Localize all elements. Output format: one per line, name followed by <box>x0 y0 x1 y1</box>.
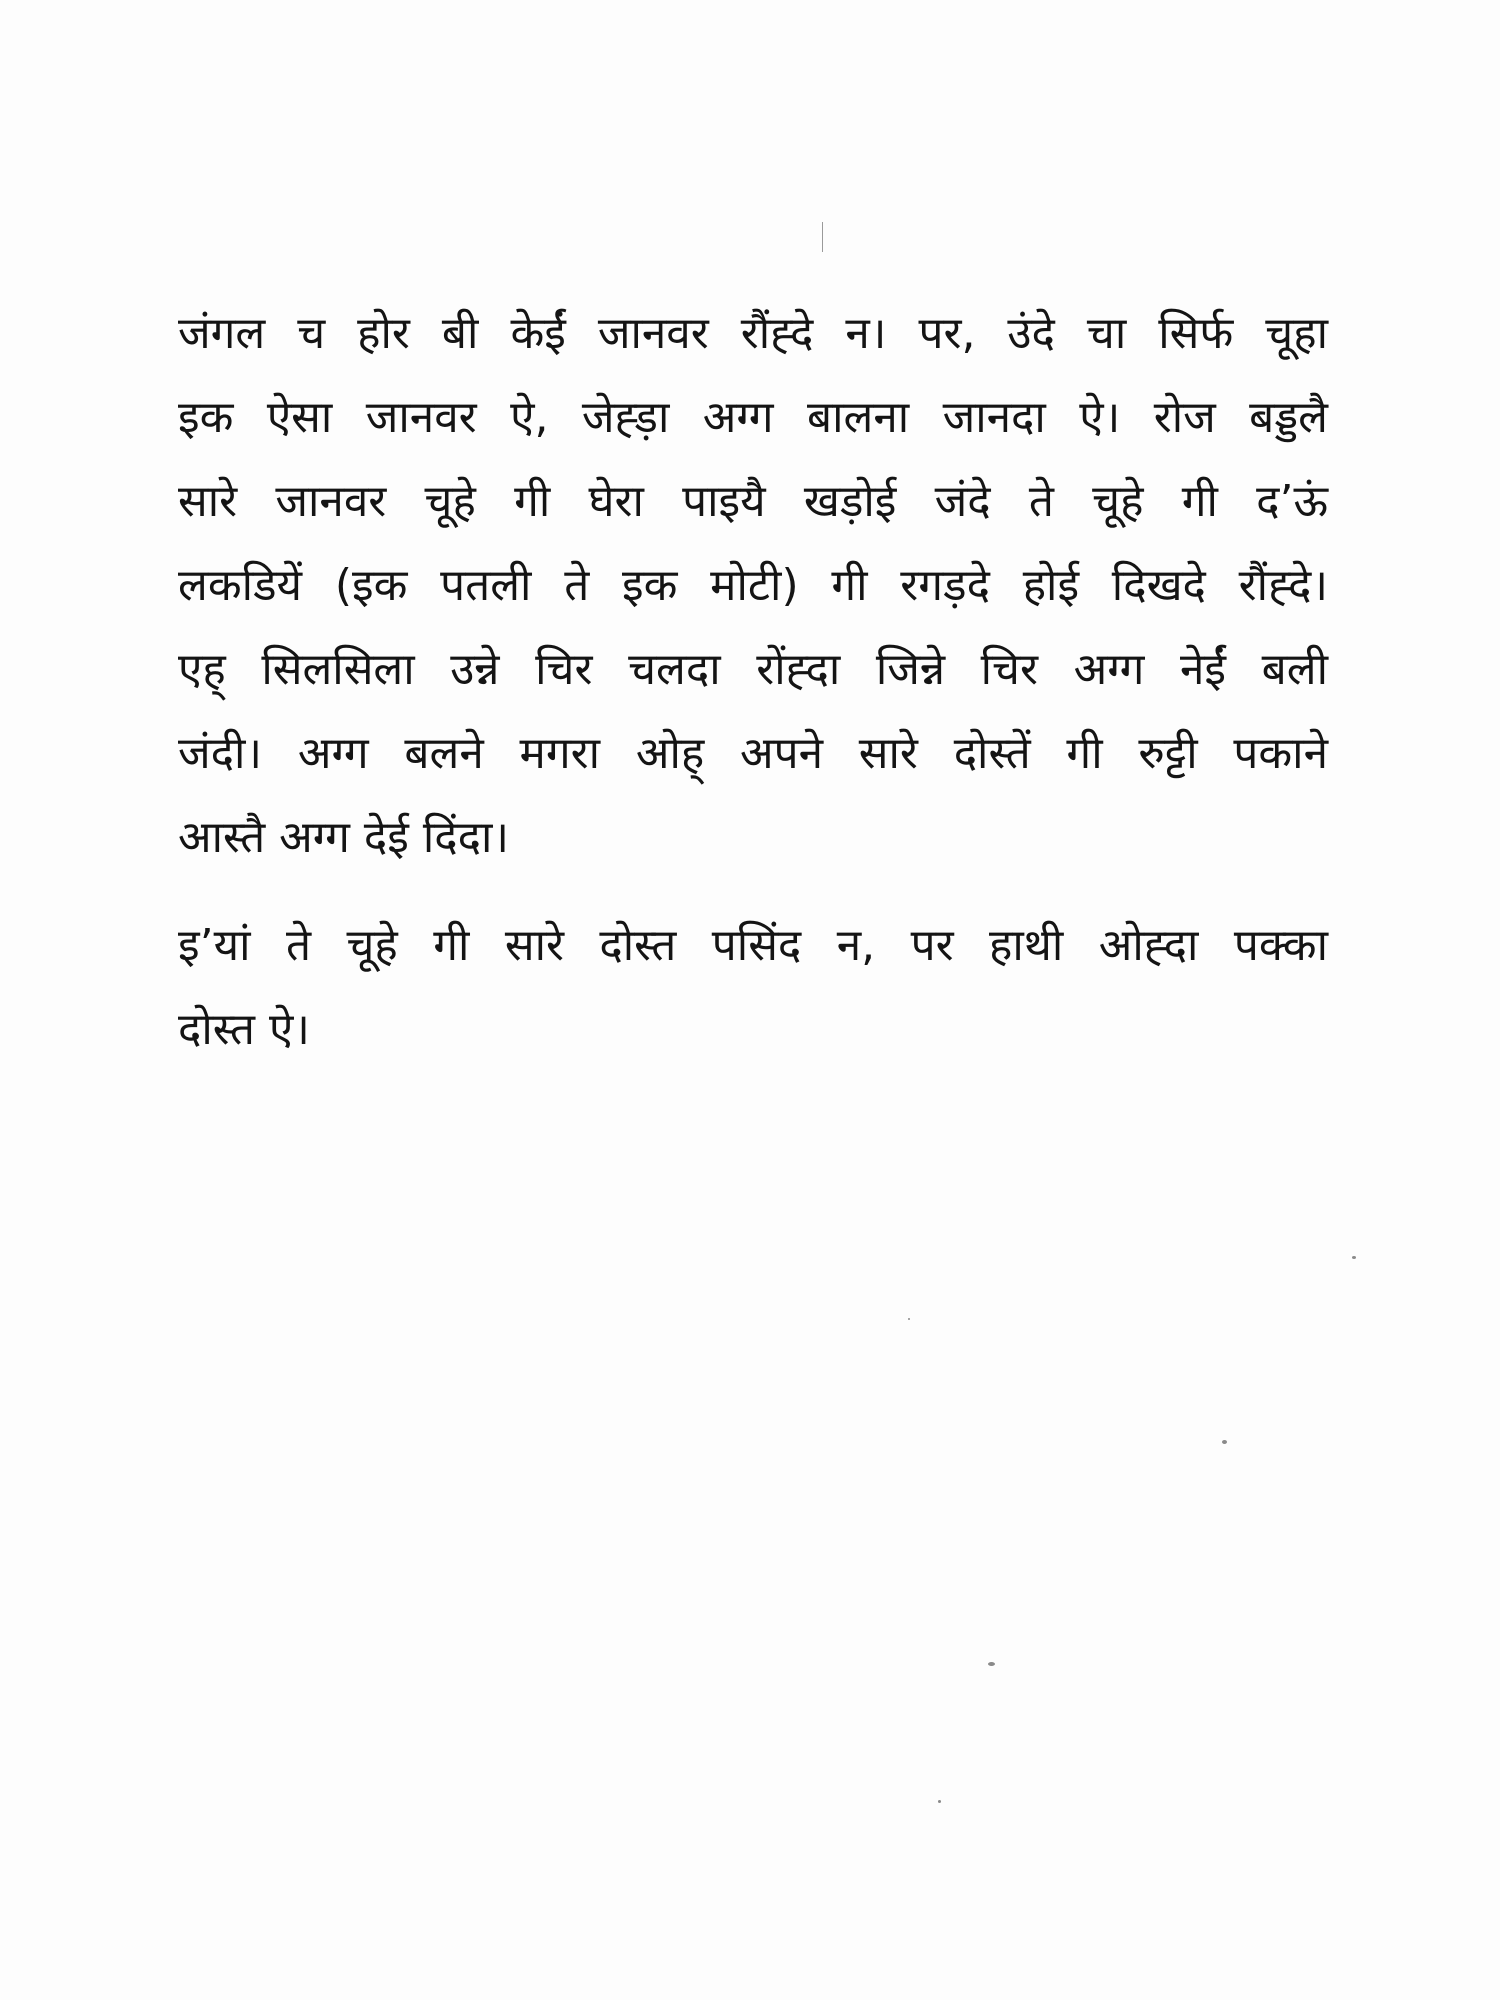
paragraph-1 <box>178 292 1328 880</box>
paragraph-line: आस्तै अग्ग देई दिंदा। <box>178 812 510 863</box>
paragraph-line: सारे जानवर चूहे गी घेरा पाइयै खड़ोई जंदे ते चूहे गी द’ऊं <box>178 476 1328 527</box>
paragraph-2 <box>178 904 1328 1072</box>
paragraph-line: इक ऐसा जानवर ऐ, जेह्ड़ा अग्ग बालना जानदा ऐ। रोज बड्डलै <box>178 392 1328 443</box>
paragraph-line: दोस्त ऐ। <box>178 1004 310 1055</box>
scan-mark <box>822 222 823 252</box>
scan-speck <box>908 1318 910 1320</box>
paragraph-line: एह् सिलसिला उन्ने चिर चलदा रोंह्दा जिन्ने चिर अग्ग नेईं बली <box>178 644 1328 695</box>
paragraph-line: लकडियें (इक पतली ते इक मोटी) गी रगड़दे होई दिखदे रौंह्दे। <box>178 560 1328 611</box>
paragraph-line: इ’यां ते चूहे गी सारे दोस्त पसिंद न, पर हाथी ओह्दा पक्का <box>178 920 1328 971</box>
scan-speck <box>988 1662 995 1666</box>
paragraph-spacer <box>178 880 1328 904</box>
scan-speck <box>1352 1256 1356 1259</box>
story-text <box>178 292 1328 1072</box>
scan-speck <box>1222 1440 1227 1444</box>
scan-speck <box>938 1800 941 1803</box>
paragraph-line: जंगल च होर बी केईं जानवर रौंह्दे न। पर, उंदे चा सिर्फ चूहा <box>178 308 1328 359</box>
paragraph-line: जंदी। अग्ग बलने मगरा ओह् अपने सारे दोस्तें गी रुट्टी पकाने <box>178 728 1328 779</box>
